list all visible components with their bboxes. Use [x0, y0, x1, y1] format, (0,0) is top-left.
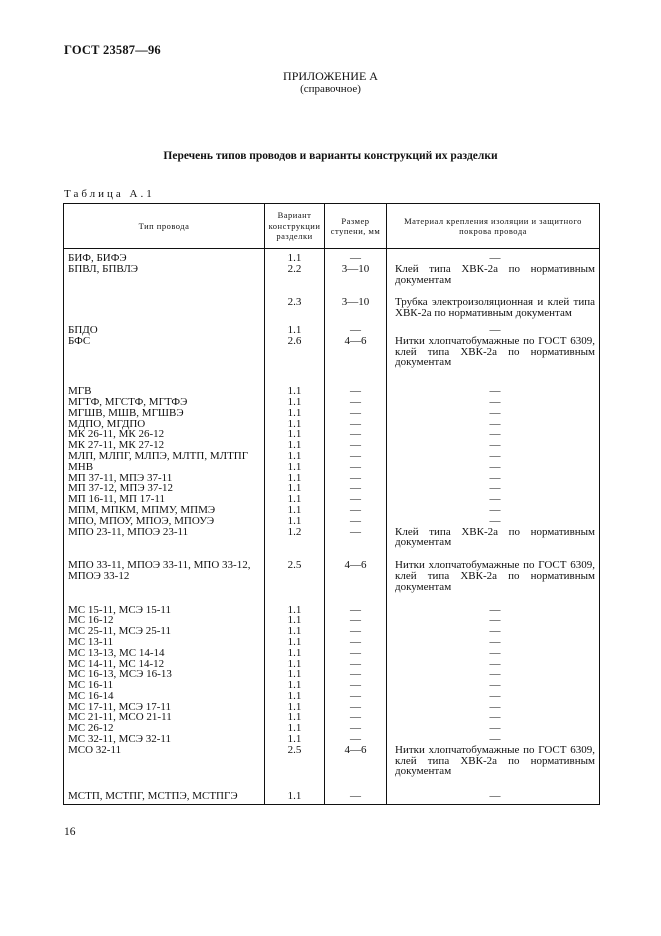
table-row [64, 745, 600, 777]
cell-material: — [387, 505, 600, 516]
cell-wire-type: МК 26-11, МК 26-12 [64, 429, 265, 440]
cell-variant: 1.1 [265, 368, 325, 397]
cell-variant: 1.1 [265, 483, 325, 494]
cell-wire-type: МПО, МПОУ, МПОЭ, МПОУЭ [64, 516, 265, 527]
cell-wire-type: МС 13-11 [64, 637, 265, 648]
appendix-block [0, 70, 661, 96]
cell-variant: 2.3 [265, 285, 325, 319]
cell-variant: 1.1 [265, 516, 325, 527]
cell-step-size: — [325, 680, 387, 691]
cell-wire-type: БИФ, БИФЭ [64, 249, 265, 264]
cell-variant: 1.1 [265, 648, 325, 659]
cell-step-size: — [325, 593, 387, 616]
table-row [64, 264, 600, 286]
table-row [64, 336, 600, 368]
column-header-variant: Вариант конструкции разделки [265, 204, 325, 249]
cell-variant: 1.2 [265, 527, 325, 549]
cell-step-size: — [325, 505, 387, 516]
column-header-wire-type: Тип провода [64, 204, 265, 249]
cell-variant: 1.1 [265, 408, 325, 419]
cell-variant: 2.2 [265, 264, 325, 286]
cell-step-size: — [325, 494, 387, 505]
cell-wire-type: МС 16-12 [64, 615, 265, 626]
cell-variant: 1.1 [265, 473, 325, 484]
cell-material: — [387, 593, 600, 616]
cell-step-size: — [325, 626, 387, 637]
table-body [64, 249, 600, 805]
cell-wire-type: МСТП, МСТПГ, МСТПЭ, МСТПГЭ [64, 777, 265, 804]
wire-types-table [63, 203, 600, 805]
cell-variant: 1.1 [265, 319, 325, 336]
cell-wire-type: МП 37-12, МПЭ 37-12 [64, 483, 265, 494]
table-row [64, 368, 600, 397]
cell-variant: 1.1 [265, 451, 325, 462]
cell-step-size: — [325, 702, 387, 713]
table-row [64, 626, 600, 637]
cell-wire-type: МГТФ, МГСТФ, МГТФЭ [64, 397, 265, 408]
cell-wire-type [64, 285, 265, 319]
cell-wire-type: МС 16-14 [64, 691, 265, 702]
cell-step-size: — [325, 648, 387, 659]
table-label: Таблица А.1 [64, 188, 155, 200]
cell-wire-type: МК 27-11, МК 27-12 [64, 440, 265, 451]
cell-wire-type: МС 21-11, МСО 21-11 [64, 712, 265, 723]
cell-variant: 1.1 [265, 626, 325, 637]
cell-material: — [387, 626, 600, 637]
cell-wire-type: МГШВ, МШВ, МГШВЭ [64, 408, 265, 419]
table-row [64, 462, 600, 473]
cell-step-size: — [325, 637, 387, 648]
cell-step-size: — [325, 483, 387, 494]
cell-variant: 1.1 [265, 777, 325, 804]
cell-material: Клей типа ХВК-2а по нормативным документам [387, 264, 600, 286]
cell-variant: 2.5 [265, 745, 325, 777]
cell-wire-type: МНВ [64, 462, 265, 473]
cell-material: — [387, 691, 600, 702]
cell-variant: 1.1 [265, 462, 325, 473]
cell-variant: 2.6 [265, 336, 325, 368]
cell-material: — [387, 723, 600, 734]
table-row [64, 249, 600, 264]
cell-wire-type: МС 14-11, МС 14-12 [64, 659, 265, 670]
cell-material: — [387, 734, 600, 745]
cell-material: — [387, 659, 600, 670]
cell-variant: 1.1 [265, 419, 325, 430]
table-row [64, 648, 600, 659]
cell-step-size: 3—10 [325, 285, 387, 319]
table-row [64, 680, 600, 691]
cell-step-size: — [325, 734, 387, 745]
cell-material: — [387, 669, 600, 680]
cell-wire-type: МС 26-12 [64, 723, 265, 734]
table-row [64, 451, 600, 462]
cell-variant: 1.1 [265, 734, 325, 745]
cell-material: — [387, 702, 600, 713]
cell-variant: 1.1 [265, 397, 325, 408]
cell-wire-type: МСО 32-11 [64, 745, 265, 777]
cell-variant: 1.1 [265, 659, 325, 670]
cell-step-size: — [325, 691, 387, 702]
cell-step-size: — [325, 723, 387, 734]
table-row [64, 548, 600, 592]
cell-material: Нитки хлопчатобумажные по ГОСТ 6309, клей типа ХВК-2а по нормативным документам [387, 745, 600, 777]
cell-step-size: — [325, 669, 387, 680]
cell-variant: 2.5 [265, 548, 325, 592]
cell-step-size: — [325, 249, 387, 264]
table-row [64, 777, 600, 804]
cell-material: — [387, 319, 600, 336]
document-code: ГОСТ 23587—96 [64, 43, 161, 57]
cell-step-size: — [325, 419, 387, 430]
cell-material: Клей типа ХВК-2а по нормативным документам [387, 527, 600, 549]
cell-material: — [387, 494, 600, 505]
cell-material: — [387, 429, 600, 440]
cell-material: — [387, 777, 600, 804]
cell-step-size: — [325, 462, 387, 473]
table-header-row [64, 204, 600, 249]
cell-material: — [387, 473, 600, 484]
cell-material: — [387, 397, 600, 408]
cell-wire-type: МС 16-13, МСЭ 16-13 [64, 669, 265, 680]
table-row [64, 669, 600, 680]
cell-material: Нитки хлопчатобумажные по ГОСТ 6309, клей типа ХВК-2а по нормативным документам [387, 548, 600, 592]
cell-step-size: — [325, 712, 387, 723]
cell-material: — [387, 712, 600, 723]
cell-step-size: — [325, 319, 387, 336]
table-row [64, 285, 600, 319]
cell-material: — [387, 451, 600, 462]
cell-variant: 1.1 [265, 723, 325, 734]
appendix-title: ПРИЛОЖЕНИЕ А [283, 69, 378, 83]
cell-wire-type: БФС [64, 336, 265, 368]
cell-material: — [387, 516, 600, 527]
table-row [64, 527, 600, 549]
cell-variant: 1.1 [265, 669, 325, 680]
cell-variant: 1.1 [265, 505, 325, 516]
cell-wire-type: МГВ [64, 368, 265, 397]
cell-variant: 1.1 [265, 615, 325, 626]
cell-step-size: 4—6 [325, 548, 387, 592]
cell-step-size: — [325, 368, 387, 397]
column-header-material: Материал крепления изоляции и защитного покрова провода [387, 204, 600, 249]
cell-step-size: 4—6 [325, 336, 387, 368]
cell-wire-type: МПМ, МПКМ, МПМУ, МПМЭ [64, 505, 265, 516]
cell-step-size: — [325, 615, 387, 626]
cell-material: — [387, 419, 600, 430]
cell-step-size: — [325, 451, 387, 462]
page-number: 16 [64, 826, 76, 838]
cell-material: — [387, 680, 600, 691]
cell-variant: 1.1 [265, 637, 325, 648]
cell-material: — [387, 637, 600, 648]
table-row [64, 408, 600, 419]
cell-material: — [387, 483, 600, 494]
cell-wire-type: МДПО, МГДПО [64, 419, 265, 430]
cell-wire-type: МП 16-11, МП 17-11 [64, 494, 265, 505]
cell-variant: 1.1 [265, 440, 325, 451]
cell-wire-type: МС 25-11, МСЭ 25-11 [64, 626, 265, 637]
cell-wire-type: МС 13-13, МС 14-14 [64, 648, 265, 659]
cell-variant: 1.1 [265, 593, 325, 616]
cell-material: Трубка электроизоляционная и клей типа ХВК-2а по нормативным документам [387, 285, 600, 319]
cell-wire-type: МС 32-11, МСЭ 32-11 [64, 734, 265, 745]
cell-wire-type: МЛП, МЛПГ, МЛПЭ, МЛТП, МЛТПГ [64, 451, 265, 462]
table-row [64, 319, 600, 336]
cell-variant: 1.1 [265, 494, 325, 505]
cell-wire-type: МПО 23-11, МПОЭ 23-11 [64, 527, 265, 549]
cell-wire-type: МС 15-11, МСЭ 15-11 [64, 593, 265, 616]
cell-variant: 1.1 [265, 680, 325, 691]
cell-step-size: — [325, 516, 387, 527]
table-row [64, 593, 600, 616]
cell-variant: 1.1 [265, 702, 325, 713]
cell-step-size: — [325, 659, 387, 670]
cell-step-size: — [325, 397, 387, 408]
cell-material: Нитки хлопчатобумажные по ГОСТ 6309, клей типа ХВК-2а по нормативным документам [387, 336, 600, 368]
cell-material: — [387, 440, 600, 451]
cell-wire-type: БПДО [64, 319, 265, 336]
cell-material: — [387, 408, 600, 419]
cell-variant: 1.1 [265, 429, 325, 440]
cell-step-size: — [325, 473, 387, 484]
cell-material: — [387, 648, 600, 659]
column-header-step-size: Размер ступени, мм [325, 204, 387, 249]
cell-step-size: — [325, 429, 387, 440]
cell-material: — [387, 462, 600, 473]
cell-variant: 1.1 [265, 249, 325, 264]
cell-step-size: 4—6 [325, 745, 387, 777]
cell-variant: 1.1 [265, 712, 325, 723]
page-heading: Перечень типов проводов и варианты конструкций их разделки [163, 150, 498, 162]
cell-material: — [387, 249, 600, 264]
cell-wire-type: МС 17-11, МСЭ 17-11 [64, 702, 265, 713]
cell-step-size: — [325, 408, 387, 419]
cell-wire-type: МС 16-11 [64, 680, 265, 691]
appendix-note: (справочное) [300, 83, 361, 95]
cell-material: — [387, 615, 600, 626]
cell-wire-type: МПО 33-11, МПОЭ 33-11, МПО 33-12, МПОЭ 33-12 [64, 548, 265, 592]
cell-step-size: 3—10 [325, 264, 387, 286]
cell-step-size: — [325, 440, 387, 451]
cell-step-size: — [325, 527, 387, 549]
cell-step-size: — [325, 777, 387, 804]
table-row [64, 516, 600, 527]
cell-wire-type: МП 37-11, МПЭ 37-11 [64, 473, 265, 484]
cell-wire-type: БПВЛ, БПВЛЭ [64, 264, 265, 286]
cell-variant: 1.1 [265, 691, 325, 702]
table-row [64, 712, 600, 723]
cell-material: — [387, 368, 600, 397]
